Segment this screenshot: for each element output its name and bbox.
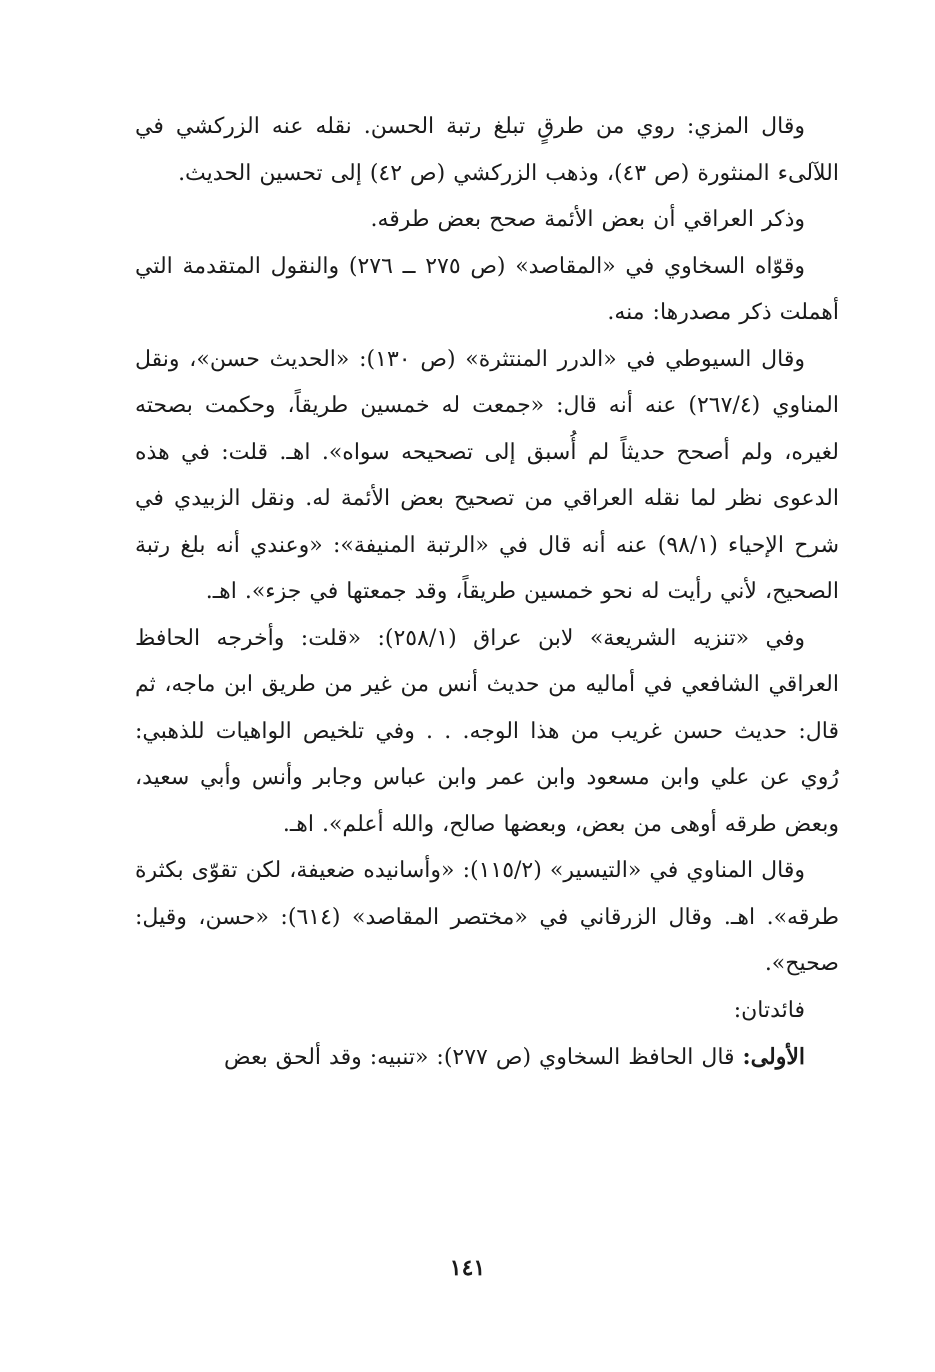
paragraph-sakhawi: وقوّاه السخاوي في «المقاصد» (ص ٢٧٥ ــ ٢٧٦) والنقول المتقدمة التي أهملت ذكر مصدرها: منه. xyxy=(135,253,839,325)
first-benefit-text: قال الحافظ السخاوي (ص ٢٧٧): «تنبيه: وقد ألحق بعض xyxy=(224,1045,743,1070)
paragraph-mizzi: وقال المزي: روي من طرقٍ تبلغ رتبة الحسن. نقله عنه الزركشي في اللآلىء المنثورة (ص ٤٣)، وذهب الزركشي (ص ٤٢) إلى تحسين الحديث. xyxy=(135,114,839,186)
paragraph-first-benefit xyxy=(135,1034,839,1082)
paragraph-munawi: وقال المناوي في «التيسير» (١١٥/٢): «وأسانيده ضعيفة، لكن تقوّى بكثرة طرقه». اهـ. وقال الزرقاني في «مختصر المقاصد» (٦١٤): «حسن، وقيل: صحيح». xyxy=(135,858,839,976)
first-benefit-lead: الأولى: xyxy=(742,1044,805,1070)
page-body xyxy=(135,104,839,1082)
paragraph-iraqi: وذكر العراقي أن بعض الأئمة صحح بعض طرقه. xyxy=(370,207,805,232)
paragraph-faidatan: فائدتان: xyxy=(733,997,805,1023)
page-number: ١٤١ xyxy=(449,1255,486,1281)
paragraph-suyuti: وقال السيوطي في «الدرر المنتثرة» (ص ١٣٠): «الحديث حسن»، ونقل المناوي (٢٦٧/٤) عنه أنه قال: «جمعت له خمسين طريقاً، وحكمت بصحته لغيره، ولم أصحح حديثاً لم أُسبق إلى تصحيحه سواه». اهـ. قلت: في هذه الدعوى نظر لما نقله العراقي من تصحيح بعض الأئمة له. ونقل الزبيدي في شرح الإحياء (٩٨/١) عنه أنه قال في «الرتبة المنيفة»: «وعندي أنه بلغ رتبة الصحيح، لأني رأيت له نحو خمسين طريقاً، وقد جمعتها في جزء». اهـ. xyxy=(135,346,839,604)
paragraph-tanzih: وفي «تنزيه الشريعة» لابن عراق (٢٥٨/١): «قلت: وأخرجه الحافظ العراقي الشافعي في أماليه من حديث أنس من غير من طريق ابن ماجه، ثم قال: حديث حسن غريب من هذا الوجه. . . وفي تلخيص الواهيات للذهبي: رُوي عن علي وابن مسعود وابن عمر وابن عباس وجابر وأنس وأبي سعيد، وبعض طرقه أوهى من بعض، وبعضها صالح، والله أعلم». اهـ. xyxy=(135,625,839,837)
